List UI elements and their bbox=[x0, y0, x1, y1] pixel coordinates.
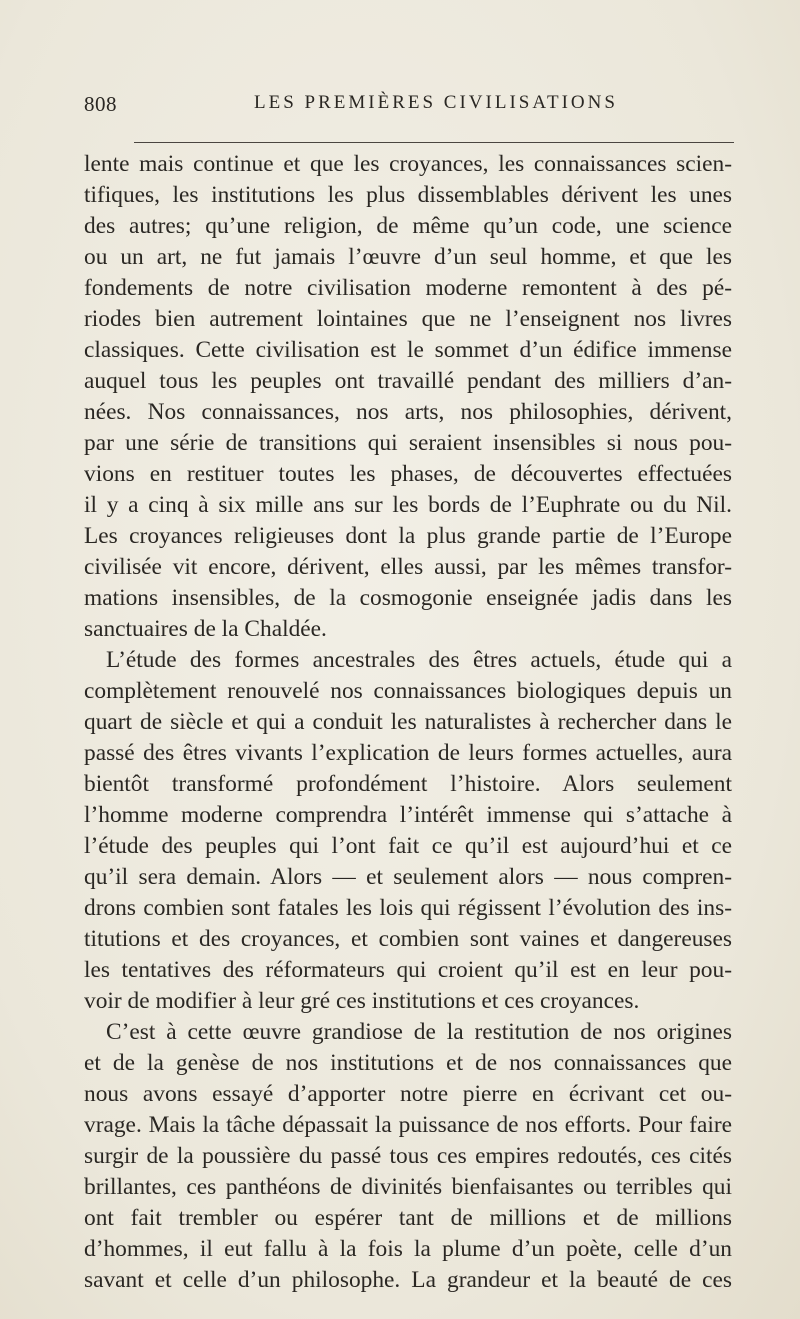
text-line: C’est à cette œuvre grandiose de la restitution de nos origines bbox=[106, 1019, 732, 1045]
running-title: LES PREMIÈRES CIVILISATIONS bbox=[254, 92, 618, 113]
text-line: Les croyances religieuses dont la plus grande partie de l’Europe bbox=[84, 523, 732, 549]
text-line: l’homme moderne comprendra l’intérêt immense qui s’attache à bbox=[84, 802, 732, 828]
paragraph bbox=[84, 1017, 732, 1296]
text-line: ou un art, ne fut jamais l’œuvre d’un seul homme, et que les bbox=[84, 244, 732, 270]
text-line: sanctuaires de la Chaldée. bbox=[84, 616, 327, 642]
text-line: L’étude des formes ancestrales des êtres actuels, étude qui a bbox=[106, 647, 732, 673]
text-line: tifiques, les institutions les plus dissemblables dérivent les unes bbox=[84, 182, 732, 208]
text-line: bientôt transformé profondément l’histoire. Alors seulement bbox=[84, 771, 732, 797]
text-line: drons combien sont fatales les lois qui régissent l’évolution des ins- bbox=[84, 895, 732, 921]
paragraph bbox=[84, 149, 732, 645]
text-line: des autres; qu’une religion, de même qu’un code, une science bbox=[84, 213, 732, 239]
text-line: nées. Nos connaissances, nos arts, nos philosophies, dérivent, bbox=[84, 399, 732, 425]
header-rule bbox=[134, 142, 734, 143]
body-text bbox=[84, 149, 732, 1296]
text-line: titutions et des croyances, et combien sont vaines et dangereuses bbox=[84, 926, 732, 952]
text-line: ont fait trembler ou espérer tant de millions et de millions bbox=[84, 1205, 732, 1231]
text-line: d’hommes, il eut fallu à la fois la plume d’un poète, celle d’un bbox=[84, 1236, 732, 1262]
text-line: civilisée vit encore, dérivent, elles aussi, par les mêmes transfor- bbox=[84, 554, 732, 580]
text-line: complètement renouvelé nos connaissances biologiques depuis un bbox=[84, 678, 732, 704]
page-number: 808 bbox=[84, 92, 117, 116]
text-line: lente mais continue et que les croyances, les connaissances scien- bbox=[84, 151, 732, 177]
text-line: et de la genèse de nos institutions et de nos connaissances que bbox=[84, 1050, 732, 1076]
text-line: l’étude des peuples qui l’ont fait ce qu’il est aujourd’hui et ce bbox=[84, 833, 732, 859]
text-line: riodes bien autrement lointaines que ne l’enseignent nos livres bbox=[84, 306, 732, 332]
text-line: fondements de notre civilisation moderne remontent à des pé- bbox=[84, 275, 732, 301]
text-line: qu’il sera demain. Alors — et seulement alors — nous compren- bbox=[84, 864, 732, 890]
text-line: nous avons essayé d’apporter notre pierre en écrivant cet ou- bbox=[84, 1081, 732, 1107]
text-line: brillantes, ces panthéons de divinités bienfaisantes ou terribles qui bbox=[84, 1174, 732, 1200]
text-line: par une série de transitions qui seraient insensibles si nous pou- bbox=[84, 430, 732, 456]
paragraph bbox=[84, 645, 732, 1017]
text-line: quart de siècle et qui a conduit les naturalistes à rechercher dans le bbox=[84, 709, 732, 735]
text-line: auquel tous les peuples ont travaillé pendant des milliers d’an- bbox=[84, 368, 732, 394]
text-line: classiques. Cette civilisation est le sommet d’un édifice immense bbox=[84, 337, 732, 363]
text-line: mations insensibles, de la cosmogonie enseignée jadis dans les bbox=[84, 585, 732, 611]
text-line: savant et celle d’un philosophe. La grandeur et la beauté de ces bbox=[84, 1267, 732, 1293]
text-line: vrage. Mais la tâche dépassait la puissance de nos efforts. Pour faire bbox=[84, 1112, 732, 1138]
page-header bbox=[84, 92, 724, 122]
text-line: il y a cinq à six mille ans sur les bords de l’Euphrate ou du Nil. bbox=[84, 492, 732, 518]
text-line: passé des êtres vivants l’explication de leurs formes actuelles, aura bbox=[84, 740, 732, 766]
text-line: vions en restituer toutes les phases, de découvertes effectuées bbox=[84, 461, 732, 487]
text-line: les tentatives des réformateurs qui croient qu’il est en leur pou- bbox=[84, 957, 732, 983]
text-line: surgir de la poussière du passé tous ces empires redoutés, ces cités bbox=[84, 1143, 732, 1169]
text-line: voir de modifier à leur gré ces institutions et ces croyances. bbox=[84, 988, 640, 1014]
